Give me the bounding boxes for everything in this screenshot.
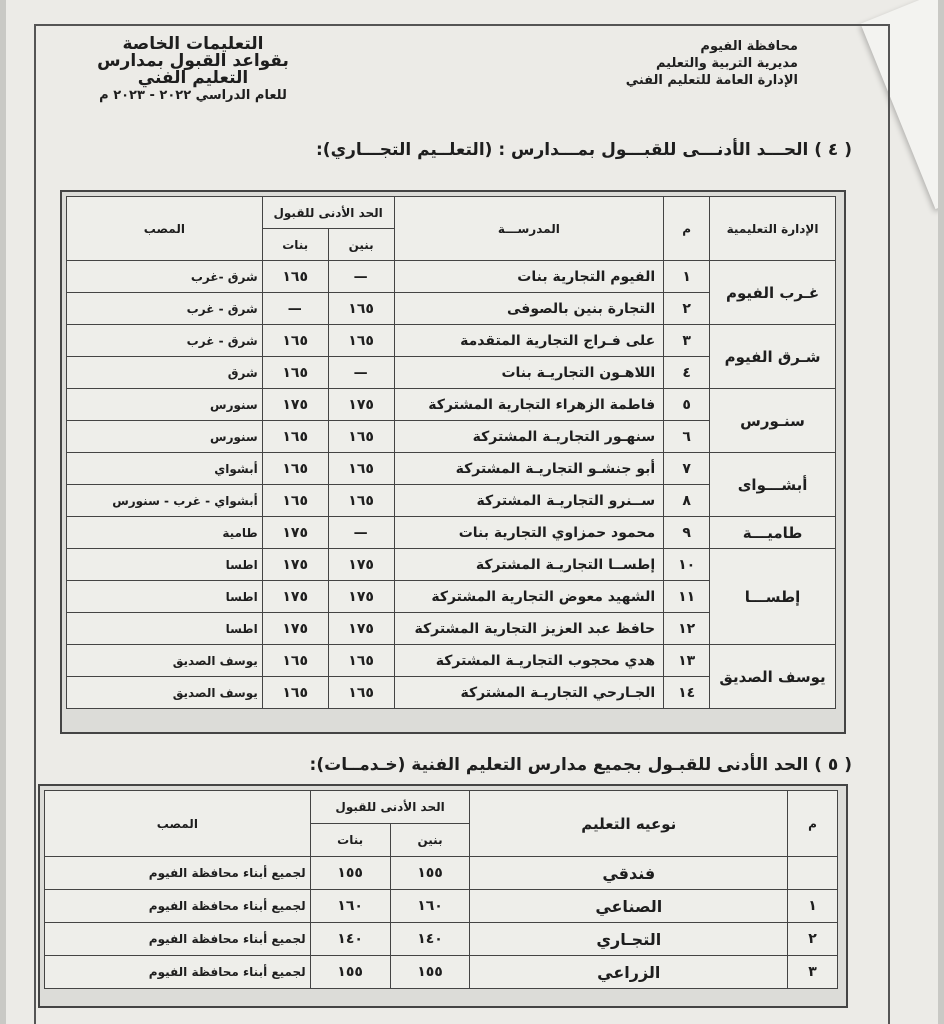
col-district: المصب: [67, 197, 263, 261]
district-cell: شرق: [67, 357, 263, 389]
district-cell: يوسف الصديق: [67, 645, 263, 677]
col-admin: الإدارة التعليمية: [710, 197, 836, 261]
school-name: الفيوم التجارية بنات: [394, 261, 664, 293]
school-name: إطســا التجاريـة المشتركة: [394, 549, 664, 581]
services-table: [44, 790, 838, 989]
district-cell: أبشواي: [67, 453, 263, 485]
district-cell: سنورس: [67, 389, 263, 421]
table-row: [67, 517, 836, 549]
girls-min: ١٥٥: [310, 956, 390, 989]
school-name: هدي محجوب التجاريـة المشتركة: [394, 645, 664, 677]
section4-title: ( ٤ ) الحـــد الأدنـــى للقبـــول بمـــدارس : (التعلــيم التجـــاري):: [316, 140, 852, 160]
row-number: ٨: [664, 485, 710, 517]
boys-min: ١٦٥: [328, 485, 394, 517]
col-girls: بنات: [310, 824, 390, 857]
admin-cell: شـرق الفيوم: [710, 325, 836, 389]
row-number: ٣: [788, 956, 838, 989]
boys-min: ١٦٥: [328, 421, 394, 453]
boys-min: ١٦٠: [390, 890, 470, 923]
document-page: [6, 0, 938, 1024]
row-number: ١: [664, 261, 710, 293]
table-row: [45, 923, 838, 956]
col-num: م: [664, 197, 710, 261]
admin-cell: سنـورس: [710, 389, 836, 453]
district-cell: لجميع أبناء محافظة الفيوم: [45, 857, 311, 890]
school-name: أبو جنشـو التجاريـة المشتركة: [394, 453, 664, 485]
boys-min: ١٥٥: [390, 857, 470, 890]
col-boys: بنين: [390, 824, 470, 857]
district-cell: شرق - غرب: [67, 293, 263, 325]
header-right-line3: الإدارة العامة للتعليم الفني: [625, 73, 798, 88]
school-name: سنهـور التجاريـة المشتركة: [394, 421, 664, 453]
header-left-line1: التعليمات الخاصة: [122, 34, 264, 54]
district-cell: أبشواي - غرب - سنورس: [67, 485, 263, 517]
district-cell: لجميع أبناء محافظة الفيوم: [45, 956, 311, 989]
section5-title: ( ٥ ) الحد الأدنى للقبـول بجميع مدارس التعليم الفنية (خـدمــات):: [309, 755, 852, 775]
header-right: [626, 38, 798, 89]
table-header-row: [67, 197, 836, 229]
boys-min: ١٦٥: [328, 325, 394, 357]
col-kind: نوعيه التعليم: [470, 791, 788, 857]
table-row: [45, 857, 838, 890]
boys-min: —: [328, 357, 394, 389]
boys-min: ١٦٥: [328, 293, 394, 325]
district-cell: شرق - غرب: [67, 325, 263, 357]
col-boys: بنين: [328, 229, 394, 261]
boys-min: ١٧٥: [328, 549, 394, 581]
header-right-line2: مديرية التربية والتعليم: [655, 56, 798, 71]
school-name: محمود حمزاوي التجارية بنات: [394, 517, 664, 549]
girls-min: ١٦٥: [262, 677, 328, 709]
header-right-line1: محافظة الفيوم: [700, 39, 798, 54]
girls-min: ١٦٥: [262, 421, 328, 453]
girls-min: ١٦٥: [262, 261, 328, 293]
girls-min: ١٧٥: [262, 613, 328, 645]
admin-cell: يوسف الصديق: [710, 645, 836, 709]
row-number: ٢: [788, 923, 838, 956]
col-district: المصب: [45, 791, 311, 857]
col-girls: بنات: [262, 229, 328, 261]
school-name: الشهيد معوض التجارية المشتركة: [394, 581, 664, 613]
girls-min: ١٦٥: [262, 453, 328, 485]
table-row: [67, 453, 836, 485]
table-row: [45, 890, 838, 923]
girls-min: ١٦٥: [262, 645, 328, 677]
school-name: فاطمة الزهراء التجارية المشتركة: [394, 389, 664, 421]
boys-min: ١٦٥: [328, 645, 394, 677]
row-number: ١٣: [664, 645, 710, 677]
girls-min: ١٧٥: [262, 549, 328, 581]
row-number: ١٢: [664, 613, 710, 645]
table-row: [67, 261, 836, 293]
school-name: التجارة بنين بالصوفى: [394, 293, 664, 325]
row-number: ٢: [664, 293, 710, 325]
district-cell: لجميع أبناء محافظة الفيوم: [45, 890, 311, 923]
school-name: ســنرو التجاريـة المشتركة: [394, 485, 664, 517]
col-school: المدرســـة: [394, 197, 664, 261]
girls-min: ١٤٠: [310, 923, 390, 956]
boys-min: ١٧٥: [328, 613, 394, 645]
table-header-row: [45, 791, 838, 824]
row-number: [788, 857, 838, 890]
row-number: ٧: [664, 453, 710, 485]
girls-min: —: [262, 293, 328, 325]
district-cell: شرق -غرب: [67, 261, 263, 293]
boys-min: —: [328, 261, 394, 293]
district-cell: اطسا: [67, 549, 263, 581]
school-name: الجـارحي التجاريـة المشتركة: [394, 677, 664, 709]
row-number: ١٠: [664, 549, 710, 581]
girls-min: ١٧٥: [262, 581, 328, 613]
district-cell: لجميع أبناء محافظة الفيوم: [45, 923, 311, 956]
school-name: حافظ عبد العزيز التجارية المشتركة: [394, 613, 664, 645]
table-row: [67, 645, 836, 677]
admin-cell: طاميـــة: [710, 517, 836, 549]
girls-min: ١٧٥: [262, 517, 328, 549]
col-num: م: [788, 791, 838, 857]
admin-cell: أبشـــواى: [710, 453, 836, 517]
admin-cell: غـرب الفيوم: [710, 261, 836, 325]
admin-cell: إطســـا: [710, 549, 836, 645]
boys-min: ١٤٠: [390, 923, 470, 956]
row-number: ٣: [664, 325, 710, 357]
row-number: ١٤: [664, 677, 710, 709]
table-row: [67, 325, 836, 357]
col-min: الحد الأدنى للقبول: [262, 197, 394, 229]
education-kind: فندقي: [470, 857, 788, 890]
boys-min: —: [328, 517, 394, 549]
table-row: [45, 956, 838, 989]
girls-min: ١٧٥: [262, 389, 328, 421]
girls-min: ١٥٥: [310, 857, 390, 890]
header-left: [68, 36, 318, 104]
education-kind: الصناعي: [470, 890, 788, 923]
girls-min: ١٦٥: [262, 325, 328, 357]
girls-min: ١٦٥: [262, 357, 328, 389]
district-cell: يوسف الصديق: [67, 677, 263, 709]
boys-min: ١٧٥: [328, 581, 394, 613]
boys-min: ١٦٥: [328, 677, 394, 709]
district-cell: اطسا: [67, 613, 263, 645]
district-cell: سنورس: [67, 421, 263, 453]
header-left-line3: للعام الدراسي ٢٠٢٢ - ٢٠٢٣ م: [99, 88, 287, 103]
header-left-line2: بقواعد القبول بمدارس التعليم الفني: [97, 51, 289, 88]
education-kind: التجـاري: [470, 923, 788, 956]
boys-min: ١٥٥: [390, 956, 470, 989]
school-name: اللاهـون التجاريـة بنات: [394, 357, 664, 389]
boys-min: ١٧٥: [328, 389, 394, 421]
girls-min: ١٦٥: [262, 485, 328, 517]
table-row: [67, 389, 836, 421]
row-number: ١١: [664, 581, 710, 613]
commercial-schools-table: [66, 196, 836, 709]
district-cell: اطسا: [67, 581, 263, 613]
row-number: ٩: [664, 517, 710, 549]
boys-min: ١٦٥: [328, 453, 394, 485]
row-number: ٦: [664, 421, 710, 453]
row-number: ٥: [664, 389, 710, 421]
education-kind: الزراعي: [470, 956, 788, 989]
district-cell: طامية: [67, 517, 263, 549]
row-number: ١: [788, 890, 838, 923]
table-row: [67, 549, 836, 581]
school-name: على فـراج التجارية المتقدمة: [394, 325, 664, 357]
girls-min: ١٦٠: [310, 890, 390, 923]
row-number: ٤: [664, 357, 710, 389]
col-min: الحد الأدنى للقبول: [310, 791, 470, 824]
